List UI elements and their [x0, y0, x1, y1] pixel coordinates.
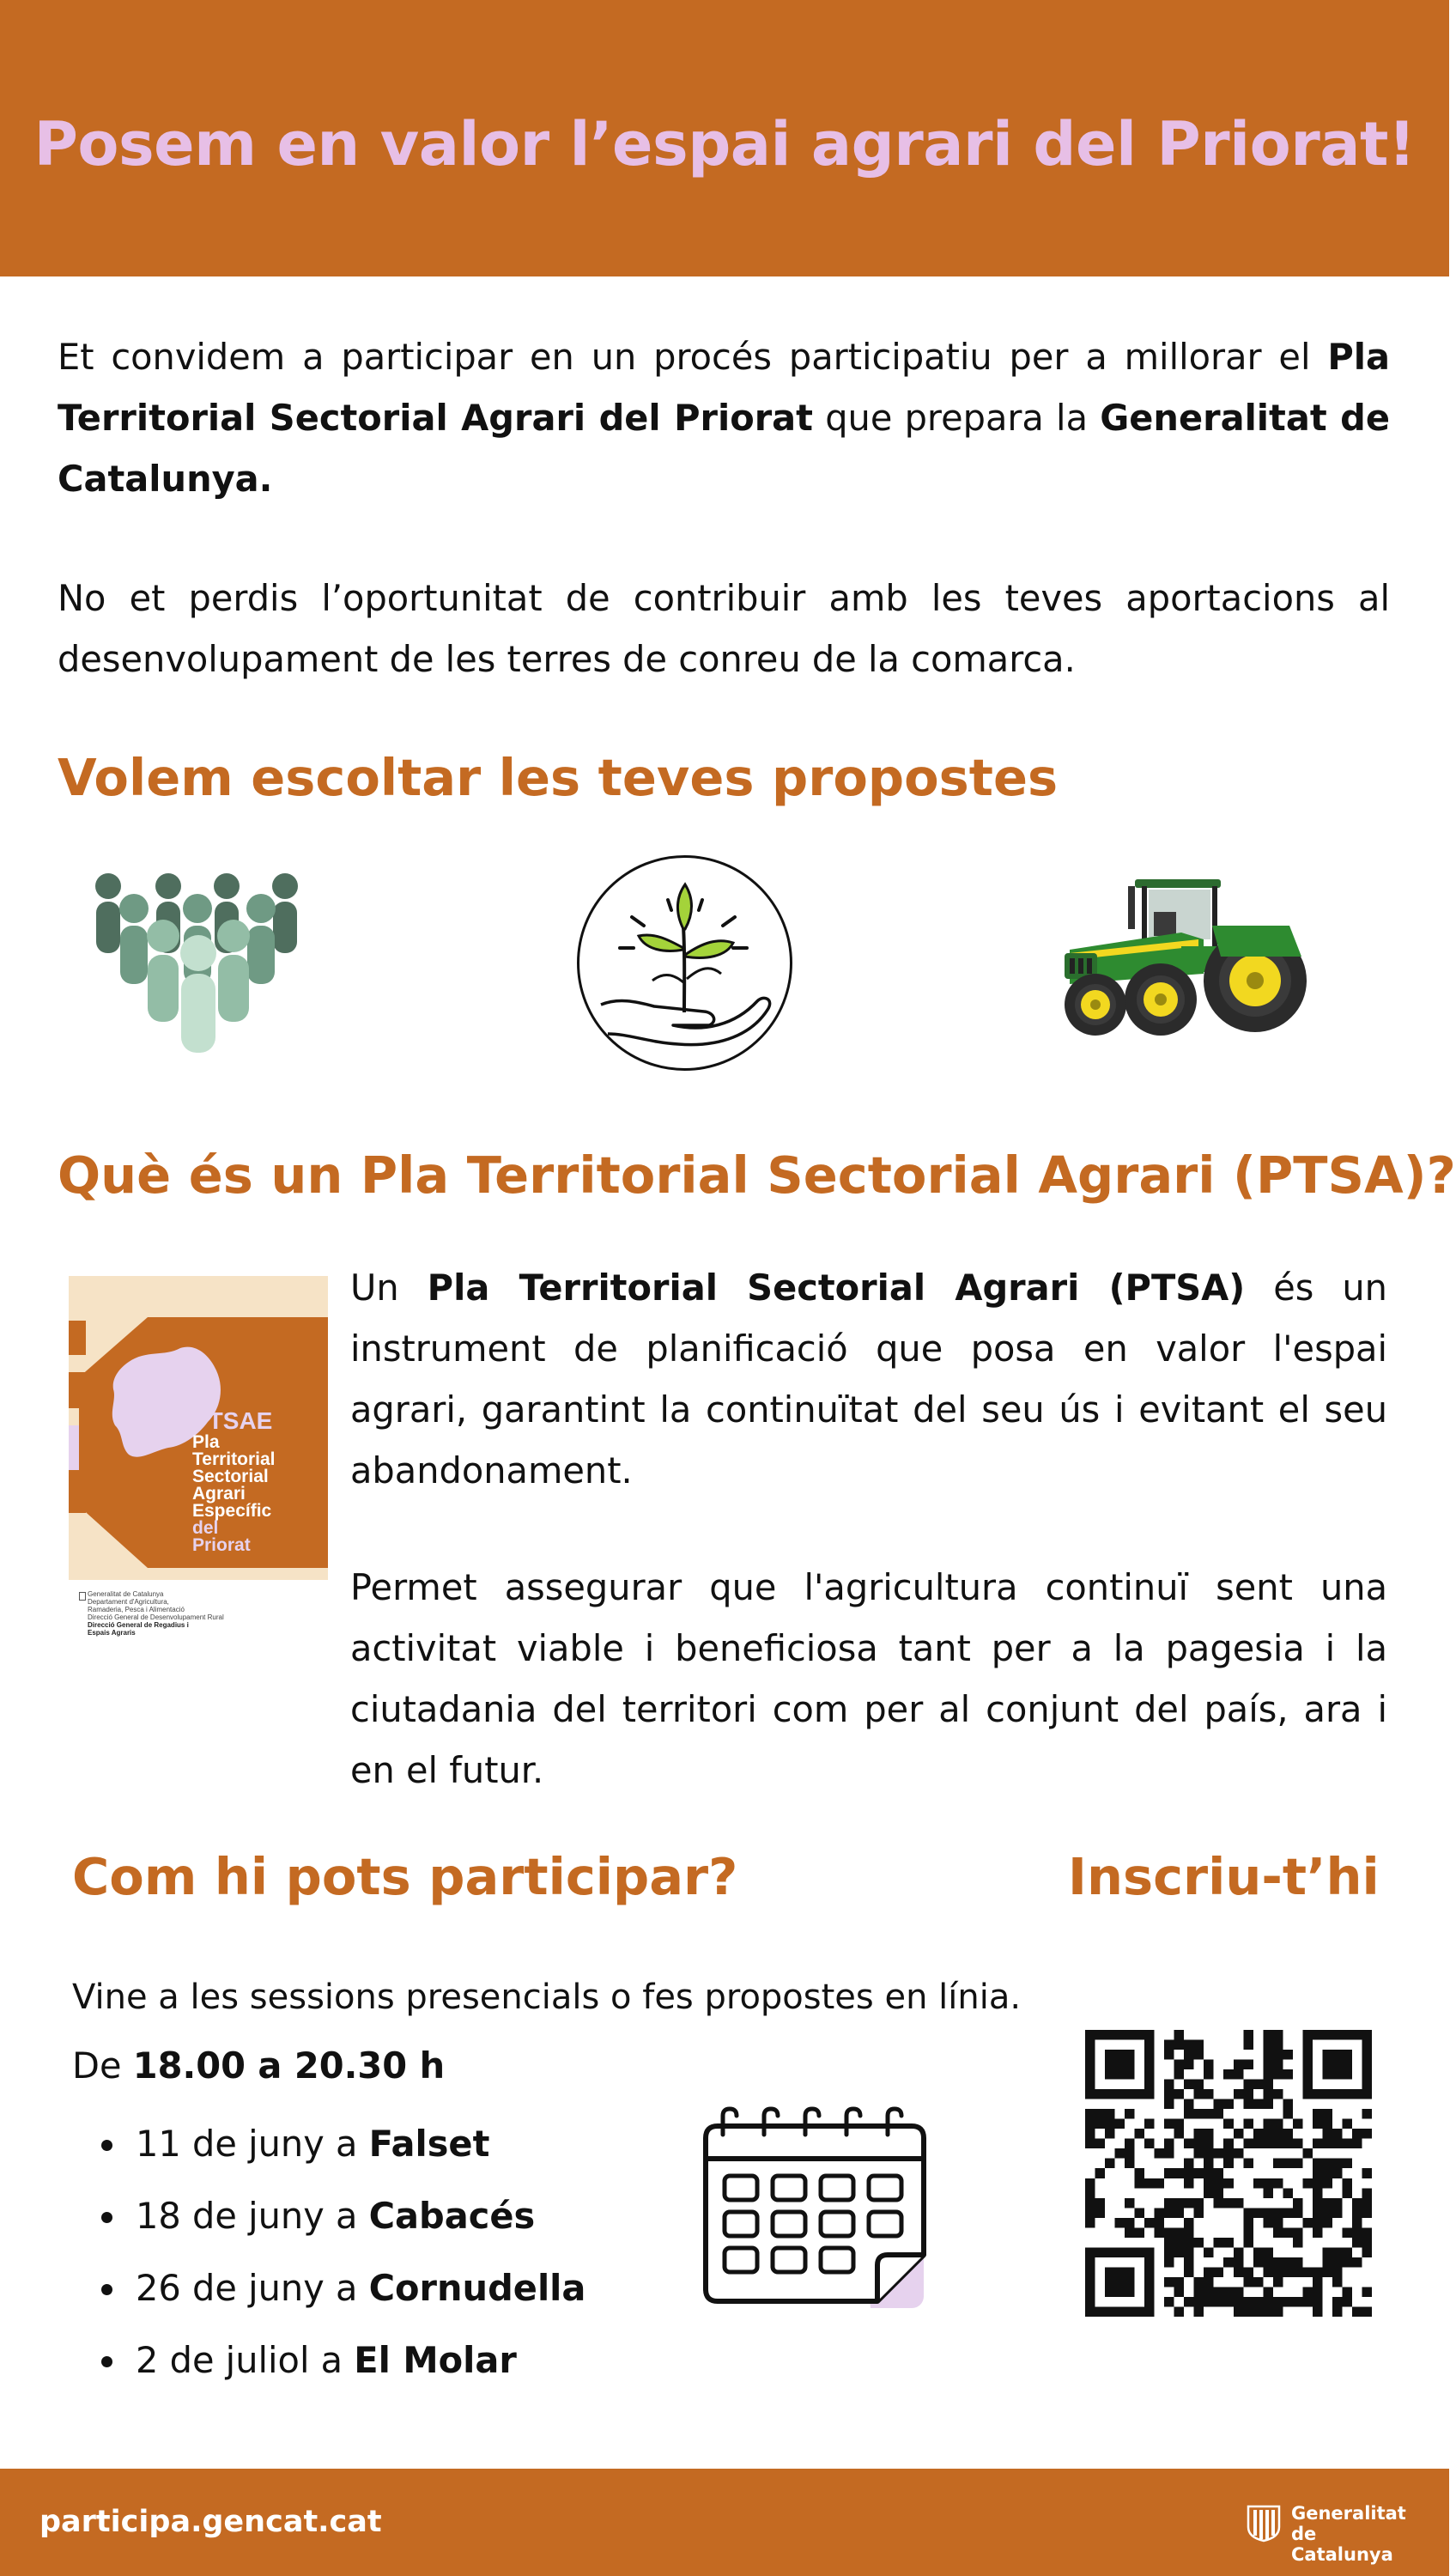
text-run: Pla Territorial Sectorial Agrari (PTSA): [427, 1267, 1246, 1309]
calendar-icon: [697, 2104, 937, 2318]
cover-org-bold-line: Direcció General de Regadius i: [88, 1621, 189, 1629]
cover-title-line: Territorial: [192, 1449, 276, 1469]
participation-intro: Vine a les sessions presencials o fes propostes en línia.: [72, 1978, 1022, 2017]
cover-org-line: Departament d'Agricultura,: [88, 1598, 169, 1606]
session-item: [72, 2108, 585, 2180]
logo-text-line: Generalitat: [1291, 2503, 1406, 2524]
session-place: Cornudella: [368, 2267, 586, 2309]
session-time-prefix: De: [72, 2044, 133, 2087]
text-run: Un: [350, 1267, 428, 1309]
page-title: Posem en valor l’espai agrari del Priorat!: [33, 109, 1416, 179]
cover-title-highlight: [192, 1520, 275, 1554]
cover-highlight-line: del: [192, 1518, 219, 1538]
session-time: [72, 2040, 445, 2092]
text-run: Et convidem a participar en un procés participatiu per a millorar el: [58, 336, 1328, 378]
cover-org-line: Direcció General de Desenvolupament Rural: [88, 1613, 224, 1621]
ptsa-definition-paragraph: [350, 1257, 1387, 1501]
cover-highlight-line: Priorat: [192, 1535, 251, 1555]
tractor-icon: [1053, 871, 1310, 1042]
session-time-value: 18.00 a 20.30 h: [132, 2044, 446, 2087]
cover-org-line: Generalitat de Catalunya: [88, 1590, 164, 1598]
hand-sprout-icon: [575, 854, 794, 1072]
cover-acronym: PTSAE: [192, 1407, 273, 1434]
generalitat-logo-text: [1291, 2503, 1418, 2565]
session-place: Cabacés: [368, 2195, 536, 2237]
intro-paragraph-opportunity: No et perdis l’oportunitat de contribuir amb les teves aportacions al desenvolupament de les terres de conreu de la comarca.: [58, 577, 1390, 680]
people-group-icon: [89, 867, 304, 1056]
cover-title: [192, 1434, 275, 1520]
session-date: 2 de juliol a: [136, 2339, 355, 2381]
cover-title-line: Pla: [192, 1432, 220, 1452]
generalitat-emblem-icon: [1247, 2505, 1281, 2543]
session-list: [72, 2108, 585, 2397]
session-item: [72, 2252, 585, 2324]
cover-title-line: Sectorial: [192, 1467, 269, 1486]
ptsa-purpose-paragraph: Permet assegurar que l'agricultura continuï sent una activitat viable i beneficiosa tant per a la pagesia i la ciutadania del territori com per al conjunt del país, ara i en el futur.: [350, 1566, 1387, 1791]
text-run: que prepara la: [813, 397, 1101, 439]
text-run: Generalitat de Catalunya.: [58, 397, 1390, 500]
text-run: Pla Territorial Sectorial Agrari del Priorat: [58, 336, 1390, 439]
cover-org-lines: [88, 1590, 224, 1621]
session-date: 11 de juny a: [136, 2123, 369, 2165]
signup-heading: Inscriu-t’hi: [1068, 1847, 1380, 1906]
what-heading: Què és un Pla Territorial Sectorial Agrari (PTSA)?: [58, 1145, 1456, 1205]
text-run: és un instrument de planificació que posa en valor l'espai agrari, garantint la continuïtat del seu ús i evitant el seu abandonament.: [350, 1267, 1387, 1492]
intro-paragraph: [58, 326, 1390, 509]
session-place: El Molar: [354, 2339, 517, 2381]
session-date: 26 de juny a: [136, 2267, 369, 2309]
page-header: [0, 0, 1449, 276]
cover-org-line: Ramaderia, Pesca i Alimentació: [88, 1606, 185, 1613]
generalitat-mini-logo: [79, 1592, 86, 1601]
session-place: Falset: [368, 2123, 490, 2165]
cover-title-line: Agrari: [192, 1484, 246, 1504]
generalitat-logo: [1247, 2501, 1418, 2565]
session-date: 18 de juny a: [136, 2195, 369, 2237]
how-heading: Com hi pots participar?: [72, 1847, 738, 1906]
listen-heading: Volem escoltar les teves propostes: [58, 748, 1059, 807]
cover-title-line: Específic: [192, 1501, 272, 1521]
participa-link[interactable]: participa.gencat.cat: [39, 2505, 382, 2539]
session-item: [72, 2324, 585, 2397]
cover-org-bold-line: Espais Agraris: [88, 1629, 136, 1637]
cover-org-bold-lines: [88, 1621, 224, 1637]
qr-code-icon[interactable]: [1085, 2030, 1372, 2317]
ptsae-document-cover: [69, 1276, 328, 1637]
logo-text-line: de Catalunya: [1291, 2524, 1393, 2565]
page-footer: [0, 2469, 1449, 2576]
session-item: [72, 2180, 585, 2252]
